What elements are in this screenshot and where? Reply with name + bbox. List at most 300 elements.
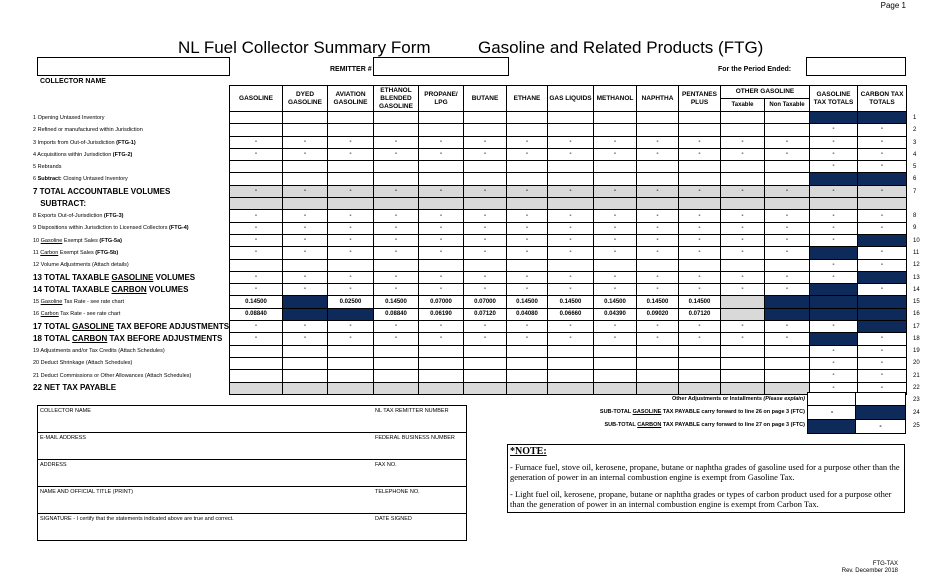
table-cell[interactable]: - [679,136,721,148]
table-cell[interactable] [507,345,548,357]
table-cell[interactable]: - [328,136,374,148]
table-cell[interactable]: - [637,284,679,296]
table-cell[interactable]: - [374,284,419,296]
table-cell[interactable]: - [283,271,328,283]
table-cell[interactable] [594,357,637,369]
table-cell[interactable]: - [374,222,419,234]
table-cell[interactable]: - [507,321,548,333]
row23-gas-cell[interactable] [807,392,857,406]
table-cell[interactable]: - [419,148,464,160]
table-cell[interactable]: - [283,284,328,296]
table-cell[interactable]: - [765,333,810,345]
table-cell[interactable]: - [230,148,283,160]
table-cell[interactable]: - [858,333,907,345]
table-cell[interactable] [594,173,637,185]
table-cell[interactable]: - [721,136,765,148]
table-cell[interactable] [637,124,679,136]
table-cell[interactable] [679,259,721,271]
table-cell[interactable] [419,124,464,136]
table-cell[interactable]: - [548,271,594,283]
table-cell[interactable] [548,345,594,357]
table-cell[interactable] [464,112,507,124]
table-cell[interactable]: - [679,333,721,345]
remitter-input[interactable] [373,57,509,76]
table-cell[interactable]: - [283,222,328,234]
table-cell[interactable]: - [328,222,374,234]
table-cell[interactable]: 0.14500 [507,296,548,308]
table-cell[interactable]: - [765,148,810,160]
table-cell[interactable]: - [230,210,283,222]
table-cell[interactable]: - [230,284,283,296]
table-cell[interactable]: - [230,333,283,345]
table-cell[interactable] [721,124,765,136]
table-cell[interactable] [548,161,594,173]
table-cell[interactable]: - [230,136,283,148]
table-cell[interactable]: - [721,333,765,345]
row23-carbon-cell[interactable] [855,392,906,406]
table-cell[interactable]: - [507,333,548,345]
table-cell[interactable]: - [637,333,679,345]
table-cell[interactable] [283,124,328,136]
table-cell[interactable] [507,124,548,136]
table-cell[interactable]: 0.07000 [464,296,507,308]
table-cell[interactable] [230,345,283,357]
table-cell[interactable] [721,357,765,369]
table-cell[interactable] [679,161,721,173]
table-cell[interactable]: - [548,321,594,333]
table-cell[interactable]: - [810,222,858,234]
table-cell[interactable]: - [507,284,548,296]
table-cell[interactable]: - [328,271,374,283]
table-cell[interactable] [765,161,810,173]
table-cell[interactable] [283,370,328,382]
table-cell[interactable]: - [594,222,637,234]
period-input[interactable] [806,57,906,76]
table-cell[interactable]: - [858,247,907,259]
table-cell[interactable] [419,173,464,185]
table-cell[interactable] [721,370,765,382]
table-cell[interactable] [594,259,637,271]
table-cell[interactable]: 0.07120 [679,308,721,320]
table-cell[interactable] [230,173,283,185]
table-cell[interactable]: - [679,148,721,160]
table-cell[interactable]: - [374,333,419,345]
table-cell[interactable] [721,112,765,124]
table-cell[interactable] [548,370,594,382]
table-cell[interactable]: - [230,321,283,333]
table-cell[interactable]: 0.06190 [419,308,464,320]
table-cell[interactable] [548,124,594,136]
table-cell[interactable]: - [419,136,464,148]
table-cell[interactable] [721,259,765,271]
table-cell[interactable]: - [374,136,419,148]
table-cell[interactable] [230,161,283,173]
table-cell[interactable] [765,112,810,124]
table-cell[interactable] [637,112,679,124]
table-cell[interactable]: - [679,234,721,246]
table-cell[interactable]: - [765,271,810,283]
table-cell[interactable]: - [283,321,328,333]
table-cell[interactable]: - [419,247,464,259]
table-cell[interactable]: - [507,247,548,259]
table-cell[interactable]: - [810,161,858,173]
table-cell[interactable] [464,259,507,271]
table-cell[interactable] [507,370,548,382]
table-cell[interactable]: - [419,271,464,283]
table-cell[interactable]: - [679,210,721,222]
table-cell[interactable] [679,357,721,369]
table-cell[interactable] [328,173,374,185]
table-cell[interactable] [230,124,283,136]
table-cell[interactable]: - [419,333,464,345]
table-cell[interactable]: - [765,284,810,296]
table-cell[interactable]: 0.02500 [328,296,374,308]
table-cell[interactable]: - [548,210,594,222]
table-cell[interactable] [419,370,464,382]
table-cell[interactable]: - [858,370,907,382]
table-cell[interactable]: 0.14500 [594,296,637,308]
table-cell[interactable] [374,370,419,382]
table-cell[interactable]: - [548,136,594,148]
table-cell[interactable]: - [507,271,548,283]
table-cell[interactable]: - [548,148,594,160]
table-cell[interactable]: - [810,234,858,246]
table-cell[interactable] [464,173,507,185]
table-cell[interactable] [464,124,507,136]
table-cell[interactable] [765,173,810,185]
table-cell[interactable] [721,161,765,173]
table-cell[interactable] [374,124,419,136]
table-cell[interactable]: - [507,148,548,160]
table-cell[interactable]: 0.06660 [548,308,594,320]
table-cell[interactable]: - [858,222,907,234]
table-cell[interactable] [507,259,548,271]
table-cell[interactable] [419,259,464,271]
table-cell[interactable] [464,370,507,382]
table-cell[interactable]: - [765,136,810,148]
table-cell[interactable] [328,259,374,271]
table-cell[interactable] [548,173,594,185]
table-cell[interactable]: - [679,321,721,333]
table-cell[interactable]: - [637,234,679,246]
table-cell[interactable]: 0.14500 [637,296,679,308]
form-row-collector[interactable] [38,406,466,433]
table-cell[interactable]: - [637,222,679,234]
table-cell[interactable]: - [464,222,507,234]
table-cell[interactable]: 0.07120 [464,308,507,320]
table-cell [464,382,507,394]
table-cell[interactable]: - [283,333,328,345]
table-cell[interactable] [283,112,328,124]
table-cell[interactable]: - [637,271,679,283]
table-cell[interactable]: - [328,247,374,259]
table-cell[interactable] [637,173,679,185]
table-cell[interactable] [679,370,721,382]
table-cell[interactable] [230,112,283,124]
table-cell[interactable]: - [594,271,637,283]
table-cell[interactable]: - [230,247,283,259]
form-row-address[interactable] [38,460,466,487]
table-row [230,185,907,197]
table-cell[interactable] [679,124,721,136]
table-cell[interactable] [374,357,419,369]
table-cell[interactable]: - [230,222,283,234]
table-cell[interactable] [374,259,419,271]
table-cell[interactable]: - [858,161,907,173]
table-cell[interactable] [328,357,374,369]
table-cell[interactable] [374,173,419,185]
table-cell[interactable] [594,112,637,124]
table-cell[interactable]: - [328,234,374,246]
table-cell[interactable] [419,357,464,369]
form-row-signature[interactable] [38,514,466,540]
table-cell[interactable]: - [594,333,637,345]
table-cell[interactable] [419,112,464,124]
table-cell[interactable]: - [858,357,907,369]
table-cell[interactable]: - [810,357,858,369]
table-cell[interactable]: - [721,271,765,283]
table-cell[interactable]: - [679,284,721,296]
table-cell[interactable] [721,173,765,185]
table-cell[interactable] [230,259,283,271]
table-cell[interactable]: - [328,321,374,333]
table-cell[interactable] [765,370,810,382]
table-cell[interactable]: - [810,259,858,271]
table-cell[interactable] [765,357,810,369]
table-cell[interactable]: - [507,234,548,246]
table-cell[interactable]: - [721,210,765,222]
table-cell[interactable] [507,173,548,185]
table-cell[interactable]: - [328,284,374,296]
table-cell[interactable]: - [464,271,507,283]
table-cell[interactable] [464,161,507,173]
table-cell[interactable] [230,357,283,369]
table-cell[interactable]: - [858,148,907,160]
table-cell[interactable] [328,124,374,136]
table-cell[interactable]: - [858,345,907,357]
row-number: 17 [913,323,920,330]
table-cell[interactable]: - [721,321,765,333]
table-cell[interactable]: - [464,247,507,259]
table-cell[interactable]: - [679,222,721,234]
table-cell[interactable]: - [721,222,765,234]
table-cell[interactable]: - [464,148,507,160]
table-cell[interactable]: - [637,136,679,148]
table-cell[interactable] [637,259,679,271]
table-cell[interactable] [507,112,548,124]
table-cell[interactable] [594,345,637,357]
table-cell[interactable] [507,357,548,369]
table-cell[interactable] [283,161,328,173]
form-row-email[interactable] [38,433,466,460]
table-cell[interactable] [637,370,679,382]
table-cell[interactable]: - [464,210,507,222]
table-cell[interactable] [374,345,419,357]
table-cell[interactable]: - [548,284,594,296]
form-row-name[interactable] [38,487,466,514]
table-cell[interactable] [464,345,507,357]
table-cell[interactable]: - [283,234,328,246]
table-cell[interactable]: - [594,247,637,259]
table-cell[interactable]: - [765,222,810,234]
table-cell[interactable] [464,357,507,369]
table-cell[interactable]: 0.08840 [374,308,419,320]
table-cell[interactable] [507,161,548,173]
table-cell[interactable]: - [810,148,858,160]
table-cell[interactable]: - [721,284,765,296]
table-cell[interactable] [637,345,679,357]
table-cell[interactable] [548,112,594,124]
table-cell[interactable]: - [810,136,858,148]
table-cell[interactable]: - [374,247,419,259]
table-cell[interactable]: - [230,234,283,246]
table-cell[interactable]: - [548,234,594,246]
table-cell[interactable]: - [419,222,464,234]
table-cell[interactable]: - [507,210,548,222]
table-cell[interactable] [230,370,283,382]
table-cell[interactable]: - [419,210,464,222]
table-cell[interactable]: - [464,284,507,296]
table-cell[interactable]: - [810,345,858,357]
table-cell[interactable] [548,259,594,271]
table-cell[interactable]: - [810,321,858,333]
table-cell[interactable]: - [374,271,419,283]
table-cell[interactable] [594,161,637,173]
table-cell[interactable] [637,357,679,369]
table-cell[interactable]: 0.14500 [548,296,594,308]
table-cell[interactable]: 0.08840 [230,308,283,320]
table-cell[interactable]: - [765,321,810,333]
table-cell[interactable]: - [594,148,637,160]
table-cell[interactable]: - [548,222,594,234]
table-cell[interactable]: - [810,210,858,222]
table-cell[interactable] [679,112,721,124]
table-cell[interactable]: - [594,234,637,246]
table-cell[interactable]: - [810,271,858,283]
table-cell[interactable]: - [548,247,594,259]
table-cell[interactable] [328,161,374,173]
table-cell[interactable] [328,112,374,124]
table-cell[interactable]: - [374,148,419,160]
table-cell[interactable]: 0.07000 [419,296,464,308]
table-cell[interactable]: - [328,148,374,160]
table-cell[interactable] [283,173,328,185]
table-cell[interactable]: - [679,271,721,283]
table-cell[interactable]: - [679,247,721,259]
table-cell[interactable]: - [721,148,765,160]
table-cell[interactable]: 0.04390 [594,308,637,320]
table-cell[interactable]: - [283,247,328,259]
table-cell[interactable] [765,124,810,136]
table-cell[interactable]: - [858,210,907,222]
table-cell[interactable]: - [765,247,810,259]
table-cell[interactable]: - [810,124,858,136]
table-cell[interactable]: - [328,210,374,222]
table-cell[interactable]: - [374,234,419,246]
table-cell[interactable]: - [721,247,765,259]
table-cell[interactable] [679,173,721,185]
table-cell[interactable]: - [464,333,507,345]
table-cell[interactable]: - [464,321,507,333]
table-cell[interactable]: - [637,148,679,160]
table-row [230,198,907,210]
table-cell[interactable] [283,357,328,369]
table-cell[interactable]: - [548,333,594,345]
table-cell[interactable]: - [464,234,507,246]
table-cell[interactable]: - [507,222,548,234]
table-cell[interactable]: - [637,247,679,259]
table-cell[interactable]: - [419,321,464,333]
table-cell[interactable] [419,345,464,357]
table-cell[interactable]: - [507,136,548,148]
table-cell[interactable] [765,345,810,357]
table-cell[interactable]: - [858,124,907,136]
table-cell[interactable]: - [594,321,637,333]
table-cell[interactable] [283,345,328,357]
table-cell[interactable] [283,259,328,271]
table-cell[interactable]: - [765,234,810,246]
table-cell[interactable] [721,345,765,357]
table-cell [328,382,374,394]
table-cell[interactable]: - [419,234,464,246]
table-cell[interactable] [328,370,374,382]
table-cell[interactable] [419,161,464,173]
table-cell[interactable]: - [594,136,637,148]
table-cell[interactable] [374,112,419,124]
table-cell[interactable]: 0.14500 [230,296,283,308]
table-cell[interactable]: - [637,321,679,333]
row-number: 8 [913,213,917,220]
table-cell[interactable] [637,161,679,173]
table-cell[interactable] [765,259,810,271]
table-cell[interactable]: - [374,321,419,333]
table-cell[interactable]: - [721,234,765,246]
table-cell[interactable]: - [283,136,328,148]
collector-name-input[interactable] [37,57,230,76]
table-cell[interactable]: - [464,136,507,148]
table-cell[interactable]: - [283,210,328,222]
table-cell[interactable]: 0.04080 [507,308,548,320]
table-cell[interactable] [679,345,721,357]
table-cell[interactable]: - [230,271,283,283]
table-cell[interactable]: - [594,210,637,222]
table-cell[interactable] [594,124,637,136]
table-cell[interactable] [328,345,374,357]
table-cell[interactable] [374,161,419,173]
table-cell[interactable]: - [594,284,637,296]
table-cell[interactable] [594,370,637,382]
table-cell[interactable]: 0.14500 [679,296,721,308]
table-cell[interactable]: - [328,333,374,345]
table-cell[interactable]: 0.09020 [637,308,679,320]
table-cell[interactable]: 0.14500 [374,296,419,308]
table-cell[interactable]: - [419,284,464,296]
row-number: 10 [913,237,920,244]
row-number: 4 [913,151,917,158]
table-cell[interactable]: - [374,210,419,222]
table-cell[interactable]: - [858,136,907,148]
table-cell[interactable]: - [283,148,328,160]
table-cell: - [679,185,721,197]
table-row [230,247,907,259]
table-cell[interactable]: - [765,210,810,222]
table-cell[interactable] [548,357,594,369]
table-cell[interactable]: - [858,284,907,296]
table-cell [374,198,419,210]
table-cell[interactable]: - [810,370,858,382]
table-cell[interactable]: - [637,210,679,222]
table-cell[interactable]: - [858,259,907,271]
